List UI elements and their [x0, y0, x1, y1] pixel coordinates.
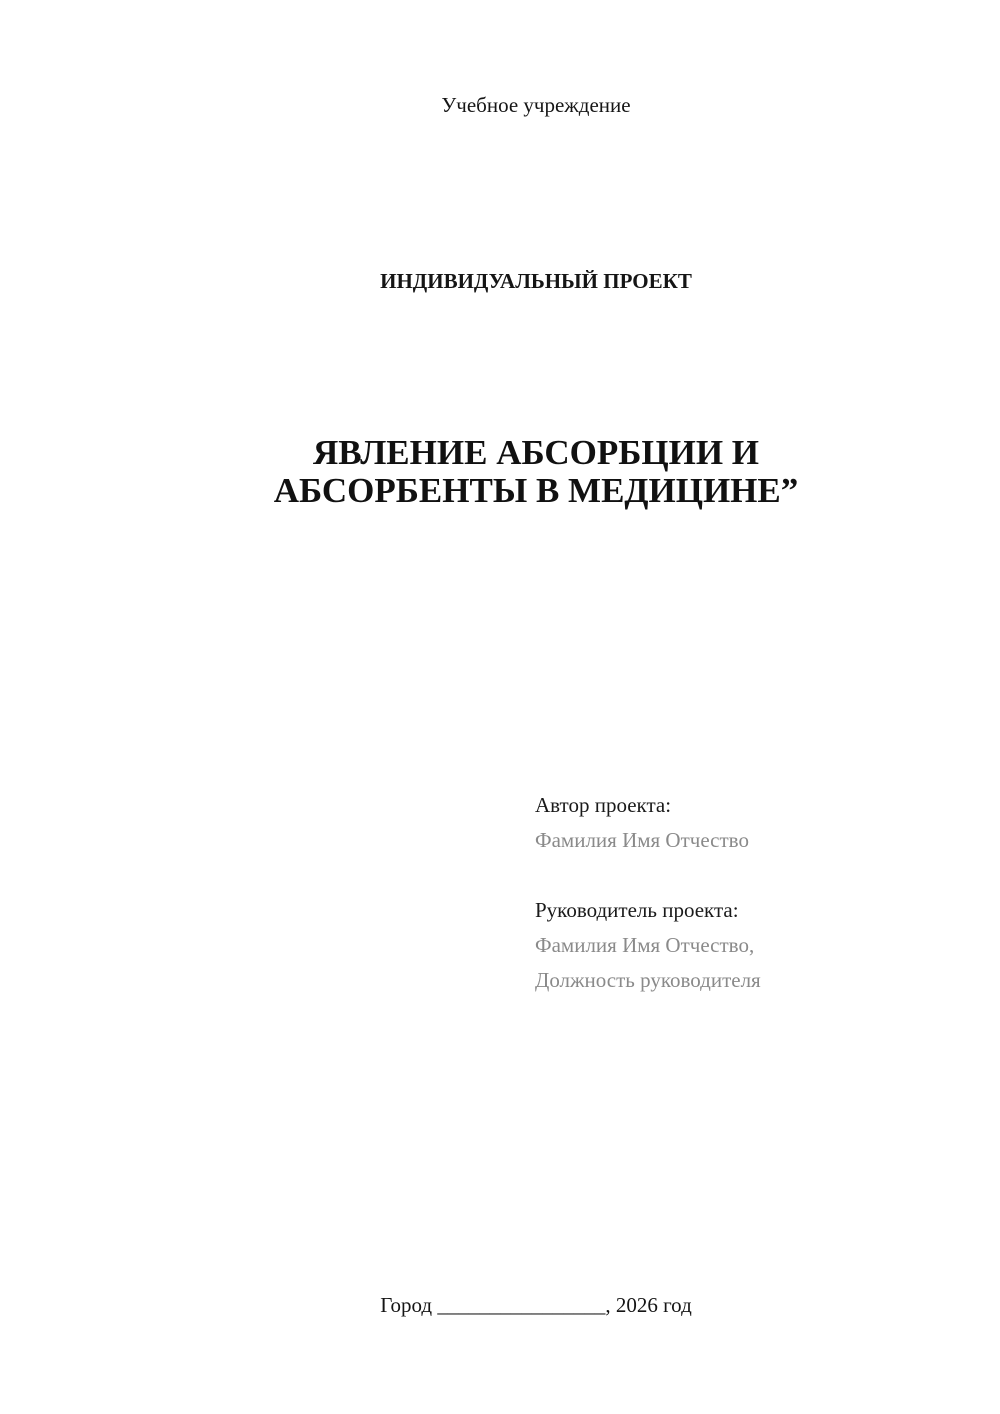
info-spacer [535, 858, 975, 893]
author-label: Автор проекта: [535, 793, 672, 817]
project-title-line-2: АБСОРБЕНТЫ В МЕДИЦИНЕ” [273, 471, 799, 510]
supervisor-position: Должность руководителя [535, 968, 761, 992]
city-year-footer: Город ________________, 2026 год [380, 1293, 692, 1317]
project-title [0, 434, 1000, 510]
author-name: Фамилия Имя Отчество [535, 828, 749, 852]
project-info-block [535, 788, 975, 998]
project-title-line-1: ЯВЛЕНИЕ АБСОРБЦИИ И [312, 433, 760, 472]
project-type-heading: ИНДИВИДУАЛЬНЫЙ ПРОЕКТ [380, 269, 692, 293]
supervisor-name: Фамилия Имя Отчество, [535, 933, 755, 957]
supervisor-label: Руководитель проекта: [535, 898, 739, 922]
institution-name: Учебное учреждение [441, 93, 631, 117]
